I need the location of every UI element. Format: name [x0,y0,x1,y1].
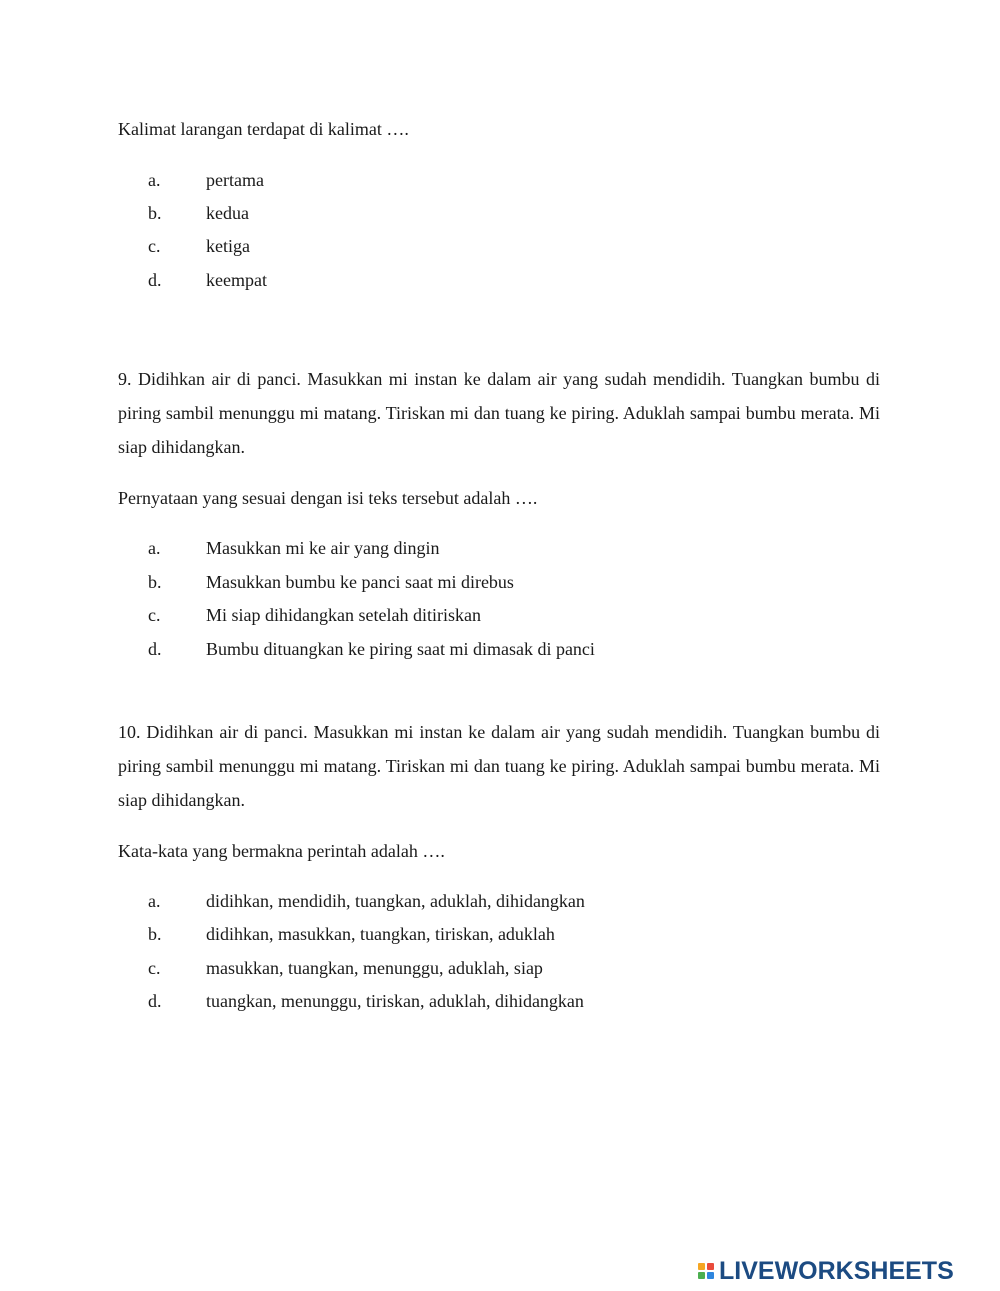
option-text: kedua [206,203,249,223]
option-text: keempat [206,270,267,290]
option-text: tuangkan, menunggu, tiriskan, aduklah, dihidangkan [206,991,584,1011]
liveworksheets-logo-icon [698,1263,714,1279]
option-text: pertama [206,170,264,190]
option-letter: b. [148,203,162,223]
option-letter: d. [148,991,162,1011]
logo-block [707,1263,714,1270]
option-letter: a. [148,170,161,190]
option-letter: a. [148,538,161,558]
logo-block [698,1272,705,1279]
option-text: Masukkan bumbu ke panci saat mi direbus [206,572,514,592]
option-text: didihkan, mendidih, tuangkan, aduklah, dihidangkan [206,891,585,911]
option-letter: d. [148,270,162,290]
option-letter: c. [148,605,161,625]
q9-prompt: Pernyataan yang sesuai dengan isi teks tersebut adalah …. [118,488,538,508]
option-letter: d. [148,639,162,659]
option-letter: b. [148,572,162,592]
option-letter: c. [148,958,161,978]
option-text: ketiga [206,236,250,256]
option-text: didihkan, masukkan, tuangkan, tiriskan, aduklah [206,924,555,944]
option-letter: c. [148,236,161,256]
option-letter: b. [148,924,162,944]
q10-prompt: Kata-kata yang bermakna perintah adalah …. [118,841,445,861]
option-text: masukkan, tuangkan, menunggu, aduklah, siap [206,958,543,978]
q10-passage: 10. Didihkan air di panci. Masukkan mi instan ke dalam air yang sudah mendidih. Tuangkan bumbu di piring sambil menunggu mi matang. Tiriskan mi dan tuang ke piring. Aduklah sampai bumbu merata. Mi siap dihidangkan. [118,722,880,810]
q9-passage: 9. Didihkan air di panci. Masukkan mi instan ke dalam air yang sudah mendidih. Tuangkan bumbu di piring sambil menunggu mi matang. Tiriskan mi dan tuang ke piring. Aduklah sampai bumbu merata. Mi siap dihidangkan. [118,369,880,457]
option-letter: a. [148,891,161,911]
q8-prompt: Kalimat larangan terdapat di kalimat …. [118,119,409,139]
option-text: Masukkan mi ke air yang dingin [206,538,440,558]
liveworksheets-logo[interactable] [698,1256,954,1286]
logo-block [698,1263,705,1270]
option-text: Bumbu dituangkan ke piring saat mi dimasak di panci [206,639,595,659]
logo-block [707,1272,714,1279]
option-text: Mi siap dihidangkan setelah ditiriskan [206,605,481,625]
logo-text: LIVEWORKSHEETS [719,1256,954,1285]
